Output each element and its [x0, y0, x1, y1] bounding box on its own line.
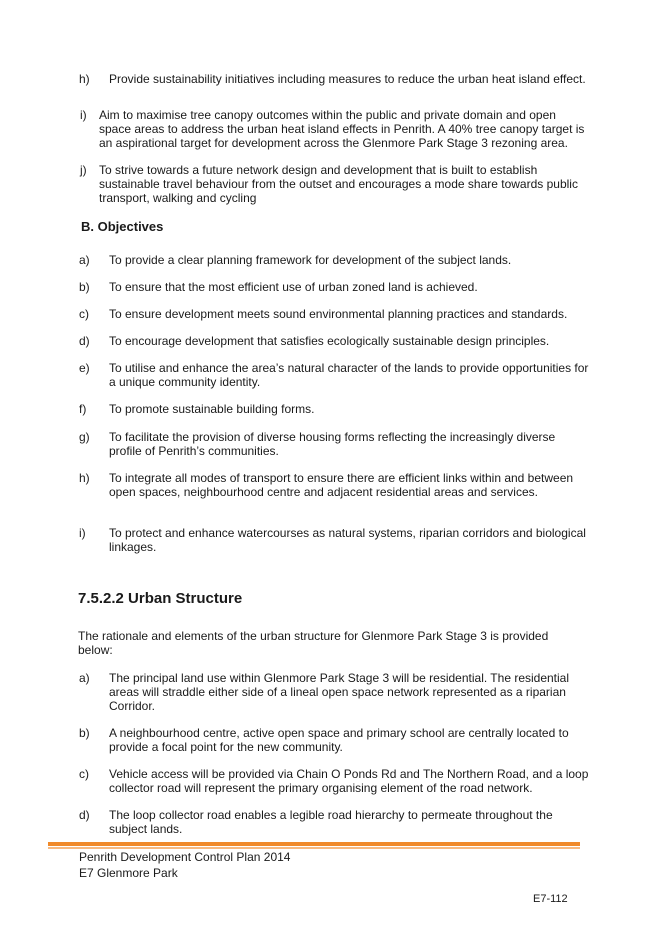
footer-section-title: E7 Glenmore Park — [79, 866, 178, 880]
objective-item-g — [79, 430, 591, 458]
initiative-item-h — [79, 72, 591, 86]
item-text: To encourage development that satisfies ecologically sustainable design principles. — [109, 334, 550, 348]
item-text: To protect and enhance watercourses as natural systems, riparian corridors and biological linkages. — [109, 526, 586, 554]
item-label: h) — [79, 471, 90, 485]
item-label: j) — [80, 163, 87, 177]
page-number: E7-112 — [533, 893, 568, 905]
item-label: b) — [79, 726, 90, 740]
item-label: h) — [79, 72, 90, 86]
item-text: Aim to maximise tree canopy outcomes within the public and private domain and open space areas to address the urban heat island effects in Penrith. A 40% tree canopy target is an aspirational target for development across the Glenmore Park Stage 3 rezoning area. — [99, 108, 585, 150]
item-text: Vehicle access will be provided via Chain O Ponds Rd and The Northern Road, and a loop collector road will represent the primary organising element of the road network. — [109, 767, 589, 795]
item-label: i) — [80, 108, 87, 122]
item-text: The loop collector road enables a legible road hierarchy to permeate throughout the subject lands. — [109, 808, 553, 836]
initiative-item-j — [79, 163, 591, 205]
item-label: a) — [79, 253, 90, 267]
objective-item-e — [79, 361, 591, 389]
item-text: The principal land use within Glenmore Park Stage 3 will be residential. The residential areas will straddle either side of a lineal open space network represented as a riparian Corridor. — [109, 671, 570, 713]
item-label: f) — [79, 402, 87, 416]
item-label: c) — [79, 307, 89, 321]
footer-divider — [48, 842, 580, 846]
item-text: To integrate all modes of transport to ensure there are efficient links within and between open spaces, neighbourhood centre and adjacent residential areas and services. — [109, 471, 574, 499]
item-text: To facilitate the provision of diverse housing forms reflecting the increasingly diverse profile of Penrith’s communities. — [109, 430, 556, 458]
item-label: c) — [79, 767, 89, 781]
structure-item-d — [79, 808, 591, 836]
structure-item-b — [79, 726, 591, 754]
section-heading: 7.5.2.2 Urban Structure — [78, 590, 243, 607]
objective-item-d — [79, 334, 591, 348]
item-label: d) — [79, 808, 90, 822]
item-label: d) — [79, 334, 90, 348]
item-text: Provide sustainability initiatives including measures to reduce the urban heat island effect. — [109, 72, 586, 86]
item-text: To promote sustainable building forms. — [109, 402, 315, 416]
item-text: To ensure development meets sound environmental planning practices and standards. — [109, 307, 568, 321]
item-text: To ensure that the most efficient use of urban zoned land is achieved. — [109, 280, 478, 294]
item-label: e) — [79, 361, 90, 375]
objective-item-c — [79, 307, 591, 321]
structure-item-c — [79, 767, 591, 795]
item-text: To provide a clear planning framework for development of the subject lands. — [109, 253, 512, 267]
item-label: g) — [79, 430, 90, 444]
objectives-heading: B. Objectives — [81, 219, 164, 234]
objective-item-h — [79, 471, 591, 499]
item-text: To strive towards a future network design and development that is built to establish sustainable travel behaviour from the outset and encourages a mode share towards public transport, walking and cycling — [99, 163, 578, 205]
footer-document-title: Penrith Development Control Plan 2014 — [79, 850, 291, 864]
item-text: To utilise and enhance the area’s natural character of the lands to provide opportunities for a unique community identity. — [109, 361, 589, 389]
initiative-item-i — [79, 108, 591, 150]
item-label: i) — [79, 526, 86, 540]
item-label: b) — [79, 280, 90, 294]
objective-item-b — [79, 280, 591, 294]
section-intro: The rationale and elements of the urban structure for Glenmore Park Stage 3 is provided below: — [78, 629, 549, 657]
objective-item-f — [79, 402, 591, 416]
structure-item-a — [79, 671, 591, 713]
item-text: A neighbourhood centre, active open space and primary school are centrally located to provide a focal point for the new community. — [109, 726, 569, 754]
objective-item-a — [79, 253, 591, 267]
objective-item-i — [79, 526, 591, 554]
item-label: a) — [79, 671, 90, 685]
